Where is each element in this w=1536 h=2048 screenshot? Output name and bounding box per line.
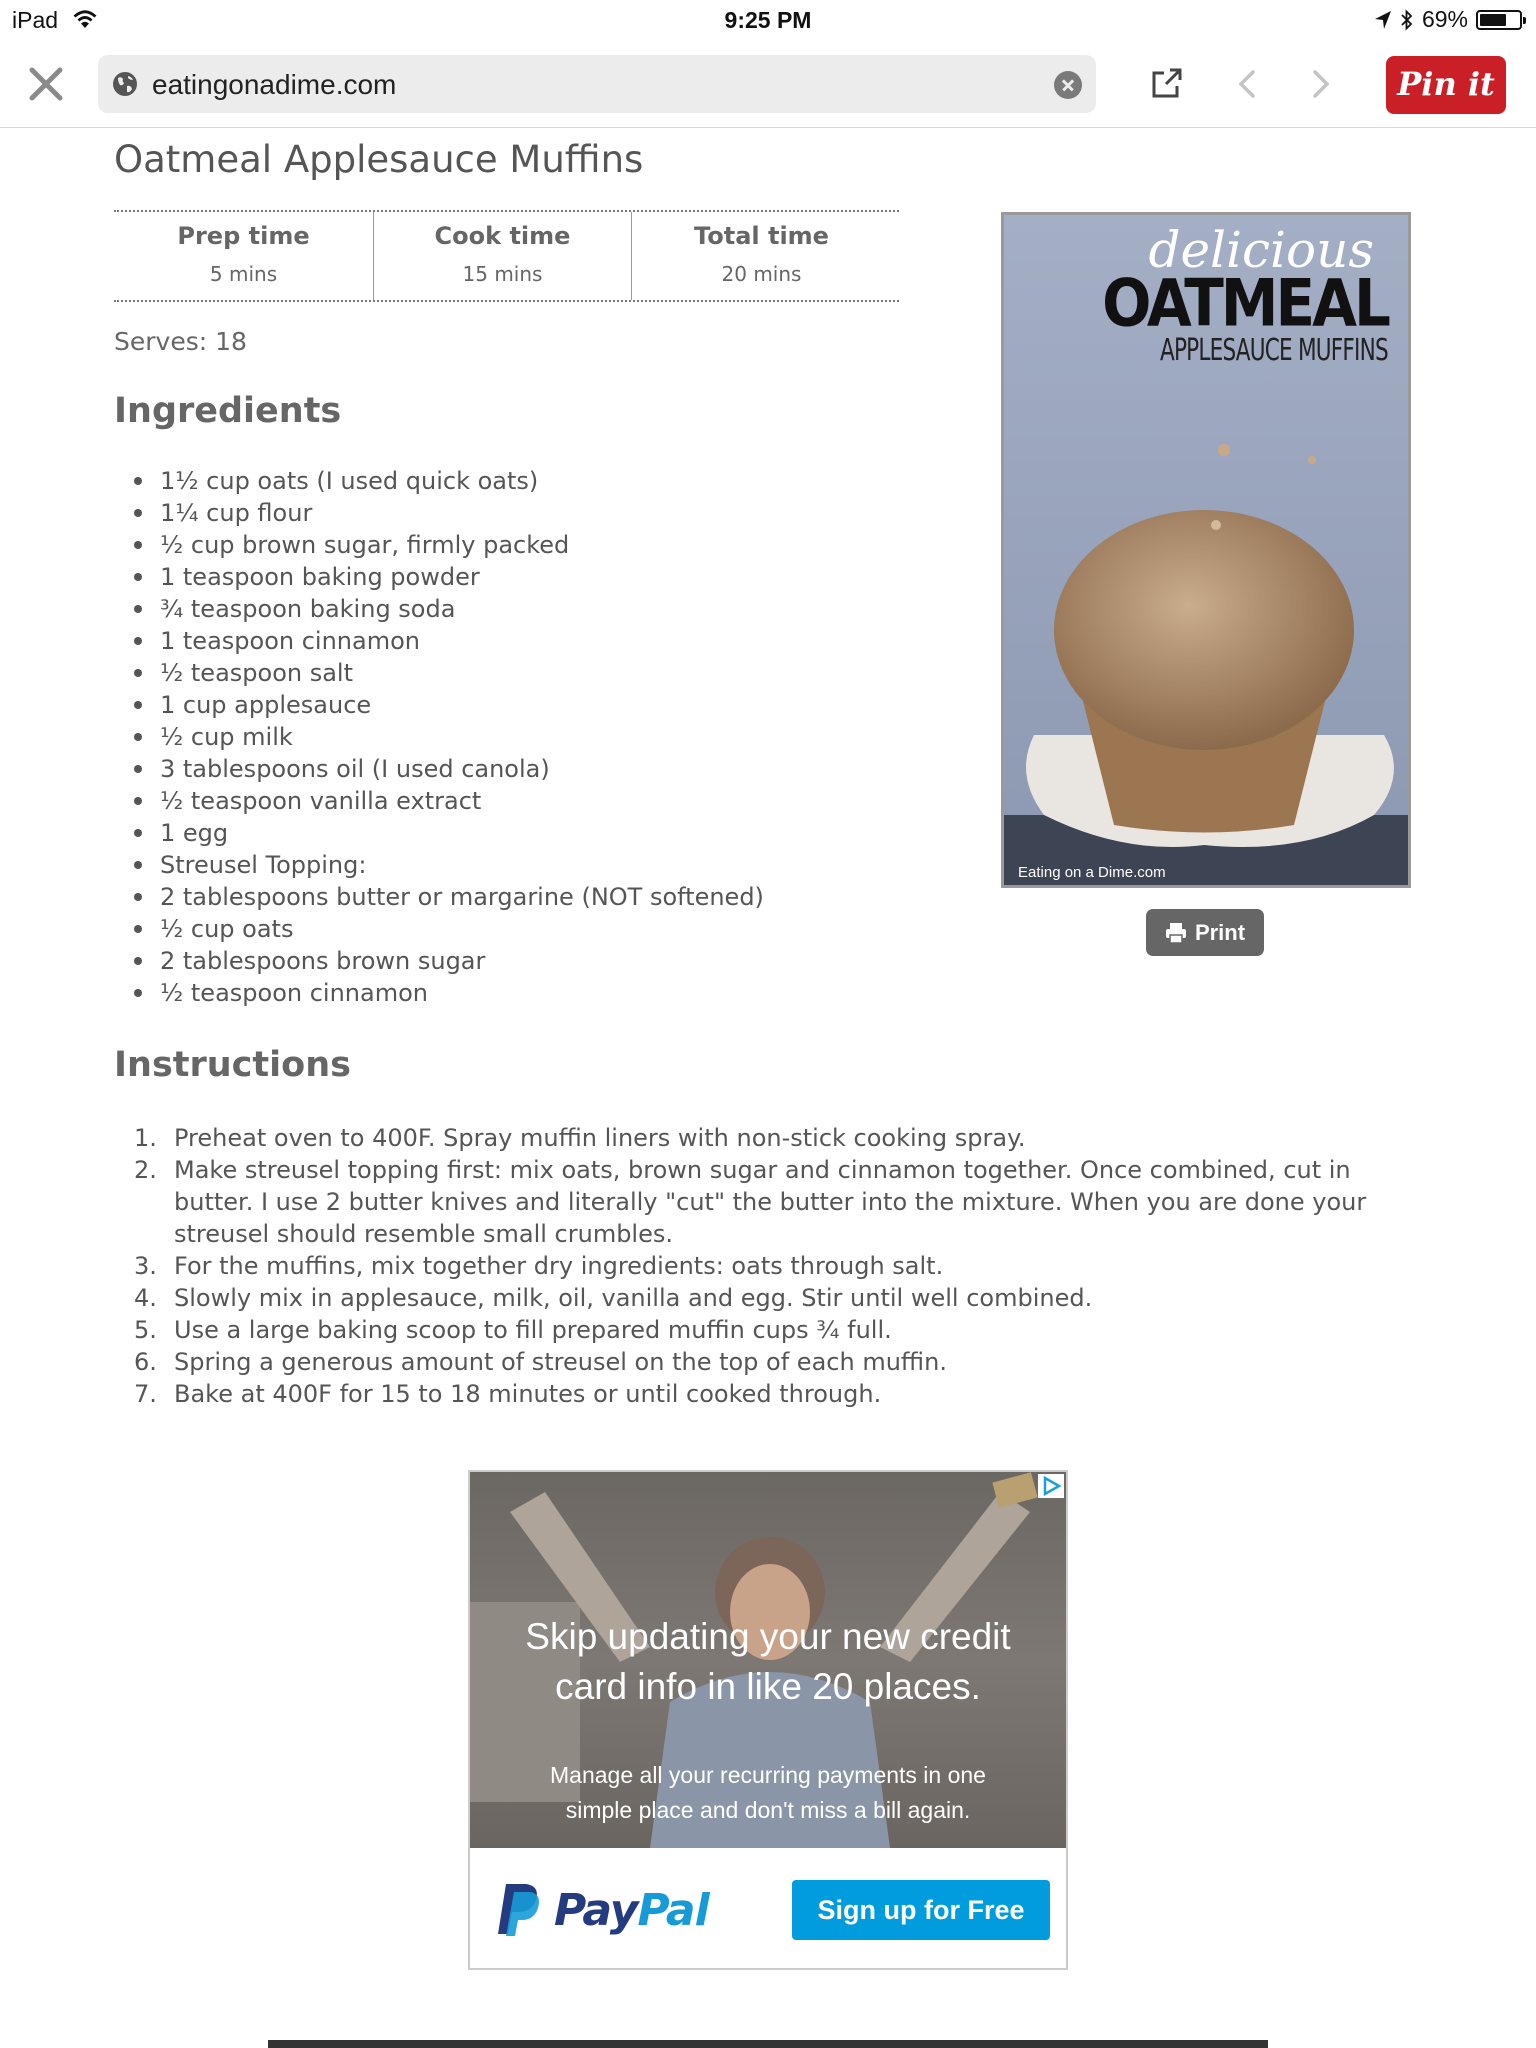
globe-icon [112, 71, 138, 97]
list-item [114, 1282, 1404, 1314]
bluetooth-icon [1400, 9, 1414, 31]
step-number: 2. [134, 1156, 157, 1184]
ad-headline-line: Skip updating your new credit [525, 1616, 1011, 1657]
recipe-times [114, 210, 899, 302]
adchoices-icon[interactable] [1038, 1474, 1064, 1498]
step-number: 3. [134, 1252, 157, 1280]
device-name: iPad [12, 7, 59, 33]
total-time-value: 20 mins [721, 262, 802, 286]
page-title: Oatmeal Applesauce Muffins [114, 138, 644, 181]
url-bar[interactable] [98, 55, 1096, 113]
image-caption-oatmeal: OATMEAL [1102, 265, 1388, 342]
battery-icon [1476, 10, 1522, 30]
paypal-wordmark-pal: Pal [637, 1884, 709, 1936]
location-arrow-icon [1374, 10, 1392, 30]
list-item [114, 1122, 1404, 1154]
share-icon[interactable] [1146, 64, 1186, 104]
step-text: Bake at 400F for 15 to 18 minutes or until cooked through. [174, 1380, 882, 1408]
step-text: Use a large baking scoop to fill prepared muffin cups ¾ full. [174, 1316, 892, 1344]
ad-headline [470, 1612, 1066, 1712]
advertisement[interactable] [468, 1470, 1068, 1970]
browser-toolbar [0, 40, 1536, 128]
list-item: 1¼ cup flour [114, 497, 974, 529]
instructions-heading: Instructions [114, 1045, 351, 1085]
paypal-wordmark [554, 1885, 709, 1936]
image-caption-delicious: delicious [1148, 221, 1374, 279]
step-text: Preheat oven to 400F. Spray muffin liners with non-stick cooking spray. [174, 1124, 1026, 1152]
list-item [114, 1378, 1404, 1410]
list-item: ½ cup brown sugar, firmly packed [114, 529, 974, 561]
list-item: Streusel Topping: [114, 849, 974, 881]
total-time-label: Total time [694, 222, 829, 250]
list-item: ½ teaspoon vanilla extract [114, 785, 974, 817]
total-time [632, 212, 891, 300]
ad-subtext-line: Manage all your recurring payments in one [550, 1762, 986, 1788]
image-watermark: Eating on a Dime.com [1018, 864, 1166, 881]
status-bar [0, 0, 1536, 40]
list-item: 1 teaspoon cinnamon [114, 625, 974, 657]
cook-time [373, 212, 632, 300]
step-text: Make streusel topping first: mix oats, brown sugar and cinnamon together. Once combined, cut in butter. I use 2 butter knives and literally "cut" the butter into the mixture. When you are done your streusel should resemble small crumbles. [174, 1156, 1367, 1248]
paypal-p-icon [496, 1882, 542, 1938]
battery-fill [1480, 14, 1506, 26]
list-item: 1 cup applesauce [114, 689, 974, 721]
printer-icon [1165, 922, 1187, 944]
forward-icon[interactable] [1300, 64, 1340, 104]
ad-subtext [470, 1758, 1066, 1828]
instructions-list [114, 1122, 1404, 1410]
list-item: ½ teaspoon cinnamon [114, 977, 974, 1009]
prep-time-label: Prep time [177, 222, 310, 250]
paypal-wordmark-pay: Pay [554, 1884, 638, 1936]
list-item: ½ cup oats [114, 913, 974, 945]
prep-time-value: 5 mins [209, 262, 278, 286]
print-label: Print [1194, 919, 1246, 945]
list-item: 3 tablespoons oil (I used canola) [114, 753, 974, 785]
bottom-content-edge [268, 2040, 1268, 2048]
ingredients-list [114, 465, 974, 1009]
clock: 9:25 PM [724, 7, 812, 33]
step-text: Spring a generous amount of streusel on the top of each muffin. [174, 1348, 947, 1376]
list-item: 2 tablespoons brown sugar [114, 945, 974, 977]
print-button[interactable] [1146, 909, 1264, 956]
step-text: Slowly mix in applesauce, milk, oil, vanilla and egg. Stir until well combined. [174, 1284, 1093, 1312]
list-item: 1 teaspoon baking powder [114, 561, 974, 593]
url-text: eatingonadime.com [152, 69, 397, 100]
list-item [114, 1346, 1404, 1378]
ad-headline-line: card info in like 20 places. [555, 1666, 981, 1707]
list-item [114, 1154, 1404, 1250]
step-number: 4. [134, 1284, 157, 1312]
prep-time [114, 212, 373, 300]
close-icon[interactable] [26, 64, 66, 104]
list-item: ½ cup milk [114, 721, 974, 753]
ad-photo [470, 1472, 1066, 1848]
step-number: 1. [134, 1124, 157, 1152]
paypal-logo [496, 1882, 709, 1938]
list-item: 1½ cup oats (I used quick oats) [114, 465, 974, 497]
clear-url-icon[interactable] [1054, 71, 1082, 99]
recipe-photo[interactable] [1001, 212, 1411, 888]
list-item [114, 1314, 1404, 1346]
list-item: ¾ teaspoon baking soda [114, 593, 974, 625]
step-number: 5. [134, 1316, 157, 1344]
list-item: ½ teaspoon salt [114, 657, 974, 689]
battery-percent: 69% [1421, 6, 1468, 32]
list-item: 2 tablespoons butter or margarine (NOT softened) [114, 881, 974, 913]
cook-time-label: Cook time [434, 222, 571, 250]
image-caption-muffins: APPLESAUCE MUFFINS [1160, 333, 1388, 368]
list-item [114, 1250, 1404, 1282]
ingredients-heading: Ingredients [114, 391, 342, 431]
sign-up-button[interactable]: Sign up for Free [792, 1880, 1050, 1940]
back-icon[interactable] [1228, 64, 1268, 104]
cook-time-value: 15 mins [462, 262, 543, 286]
list-item: 1 egg [114, 817, 974, 849]
ad-footer [470, 1848, 1066, 1968]
pin-it-button[interactable]: Pin it [1386, 56, 1506, 114]
step-number: 7. [134, 1380, 157, 1408]
serves: Serves: 18 [114, 327, 247, 356]
step-number: 6. [134, 1348, 157, 1376]
step-text: For the muffins, mix together dry ingredients: oats through salt. [174, 1252, 944, 1280]
ad-subtext-line: simple place and don't miss a bill again. [565, 1797, 971, 1823]
